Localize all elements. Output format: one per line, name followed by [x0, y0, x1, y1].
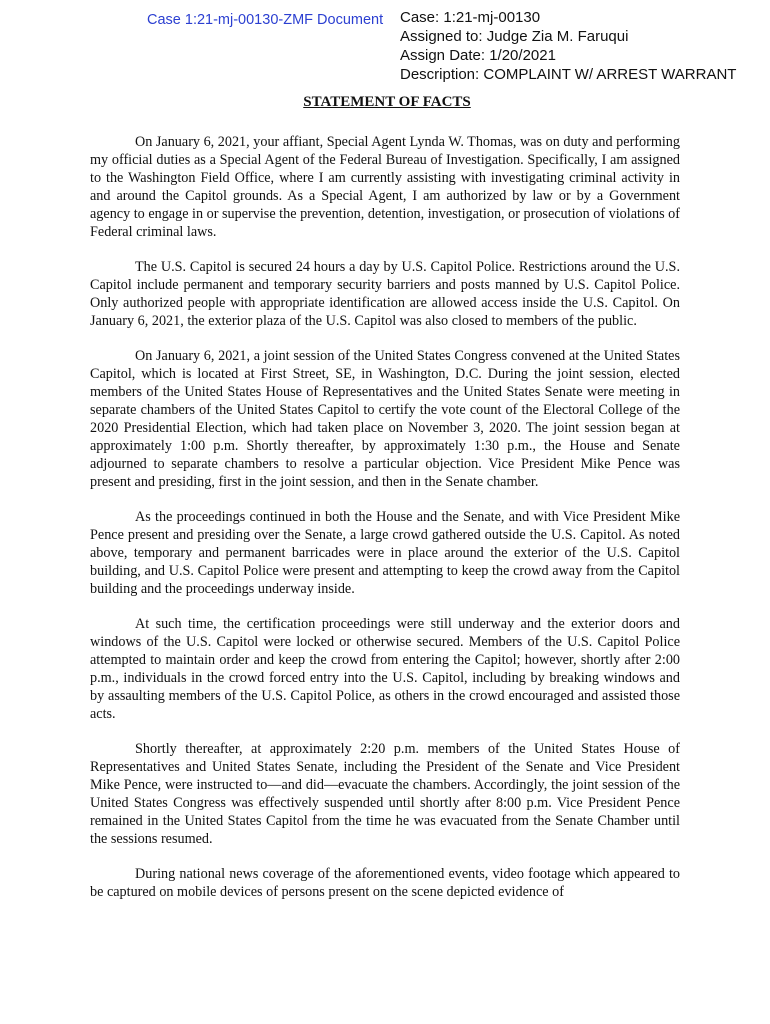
document-title: STATEMENT OF FACTS — [303, 94, 471, 110]
stamp-assigned-judge: Assigned to: Judge Zia M. Faruqui — [400, 28, 629, 45]
stamp-assign-date: Assign Date: 1/20/2021 — [400, 47, 556, 64]
paragraph: As the proceedings continued in both the House and the Senate, and with Vice President Mike Pence present and presiding over the Senate, a large crowd gathered outside the U.S. Capitol. As noted above, temporary and permanent barricades were in place around the exterior of the U.S. Capitol building, and U.S. Capitol Police were present and attempting to keep the crowd away from the Capitol building and the proceedings underway inside. — [90, 509, 680, 597]
case-assignment-stamp — [400, 8, 736, 84]
stamp-description: Description: COMPLAINT W/ ARREST WARRANT — [400, 66, 737, 83]
paragraph: During national news coverage of the aforementioned events, video footage which appeared to be captured on mobile devices of persons present on the scene depicted evidence of — [90, 866, 680, 900]
case-header: Case 1:21-mj-00130-ZMF Document — [147, 12, 384, 28]
document-body — [90, 133, 680, 918]
document-title-wrapper — [0, 94, 770, 111]
paragraph: The U.S. Capitol is secured 24 hours a day by U.S. Capitol Police. Restrictions around the U.S. Capitol include permanent and temporary security barriers and posts manned by U.S. Capitol Police. Only authorized people with appropriate identification are allowed access inside the U.S. Capitol. On January 6, 2021, the exterior plaza of the U.S. Capitol was also closed to members of the public. — [90, 259, 680, 329]
paragraph: Shortly thereafter, at approximately 2:20 p.m. members of the United States House of Representatives and United States Senate, including the President of the Senate and Vice President Mike Pence, were instructed to—and did—evacuate the chambers. Accordingly, the joint session of the United States Congress was effectively suspended until shortly after 8:00 p.m. Vice President Pence remained in the United States Capitol from the time he was evacuated from the Senate Chamber until the sessions resumed. — [90, 741, 680, 847]
paragraph: At such time, the certification proceedings were still underway and the exterior doors and windows of the U.S. Capitol were locked or otherwise secured. Members of the U.S. Capitol Police attempted to maintain order and keep the crowd from entering the Capitol; however, shortly after 2:00 p.m., individuals in the crowd forced entry into the U.S. Capitol, including by breaking windows and by assaulting members of the U.S. Capitol Police, as others in the crowd encouraged and assisted those acts. — [90, 616, 680, 722]
stamp-case-number: Case: 1:21-mj-00130 — [400, 9, 541, 26]
paragraph: On January 6, 2021, a joint session of the United States Congress convened at the United States Capitol, which is located at First Street, SE, in Washington, D.C. During the joint session, elected members of the United States House of Representatives and the United States Senate were meeting in separate chambers of the United States Capitol to certify the vote count of the Electoral College of the 2020 Presidential Election, which had taken place on November 3, 2020. The joint session began at approximately 1:00 p.m. Shortly thereafter, by approximately 1:30 p.m., the House and Senate adjourned to separate chambers to resolve a particular objection. Vice President Mike Pence was present and presiding, first in the joint session, and then in the Senate chamber. — [90, 348, 680, 490]
paragraph: On January 6, 2021, your affiant, Special Agent Lynda W. Thomas, was on duty and performing my official duties as a Special Agent of the Federal Bureau of Investigation. Specifically, I am assigned to the Washington Field Office, where I am currently assisting with investigating criminal activity in and around the Capitol grounds. As a Special Agent, I am authorized by law or by a Government agency to engage in or supervise the prevention, detention, investigation, or prosecution of violations of Federal criminal laws. — [90, 134, 680, 240]
